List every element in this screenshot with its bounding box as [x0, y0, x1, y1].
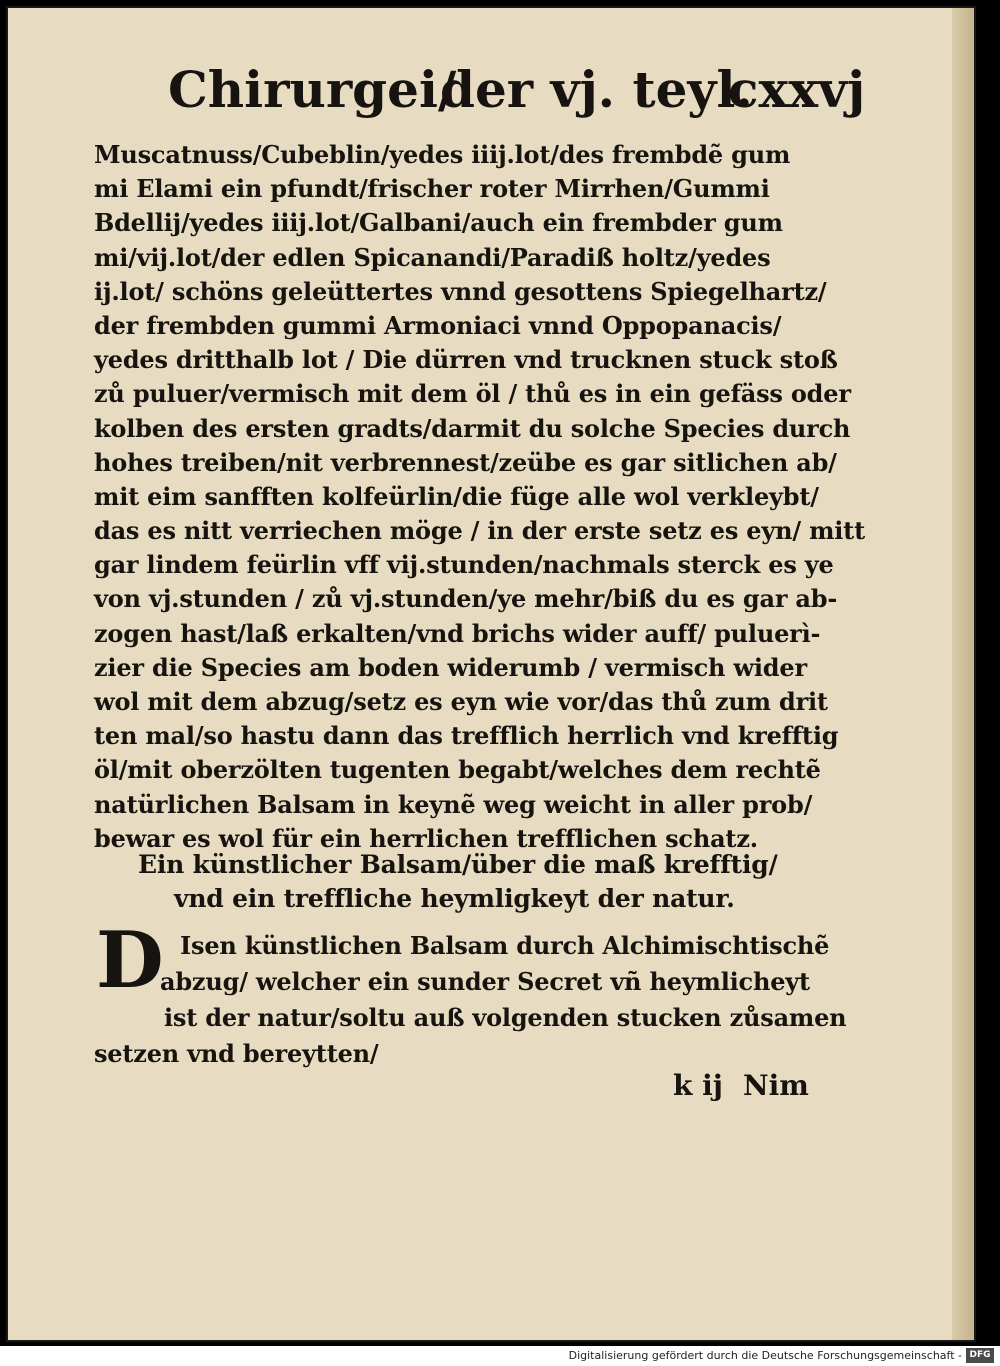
heading-line: vnd ein treffliche heymligkeyt der natur. [174, 884, 735, 913]
text-line: Muscatnuss/Cubeblin/yedes iiij.lot/des frembdẽ gum [94, 140, 791, 169]
footer-bar [0, 1346, 1000, 1366]
folio-number: cxxvj [728, 60, 866, 119]
text-line: von vj.stunden / zů vj.stunden/ye mehr/biß du es gar ab- [94, 584, 838, 614]
second-paragraph [94, 915, 847, 1072]
main-text-block [94, 138, 865, 856]
text-line: der frembden gummi Armoniaci vnnd Oppopanacis/ [94, 310, 782, 340]
text-line: Isen künstlichen Balsam durch Alchimischtischẽ [180, 931, 830, 960]
dfg-logo-icon: DFG [966, 1348, 994, 1363]
text-line: das es nitt verriechen möge / in der erste setz es eyn/ mitt [94, 516, 865, 546]
signature-mark: k ij [673, 1069, 723, 1102]
text-line: natürlichen Balsam in keynẽ weg weicht in aller prob/ [94, 789, 813, 819]
text-line: mit eim sanfften kolfeürlin/die füge alle wol verkleybt/ [94, 481, 819, 511]
text-line: zogen hast/laß erkalten/vnd brichs wider auff/ puluerì- [94, 618, 821, 648]
text-line: zů puluer/vermisch mit dem öl / thů es in ein gefäss oder [94, 379, 851, 409]
section-heading [138, 848, 818, 916]
text-line: wol mit dem abzug/setz es eyn wie vor/das thů zum drit [94, 687, 828, 716]
text-line: ij.lot/ schöns geleüttertes vnnd gesottens Spiegelhartz/ [94, 276, 827, 306]
text-line: ist der natur/soltu auß volgenden stucken zůsamen [164, 1003, 847, 1032]
text-line: kolben des ersten gradts/darmit du solche Species durch [94, 413, 851, 443]
text-line: yedes dritthalb lot / Die dürren vnd trucknen stuck stoß [94, 345, 838, 375]
text-line: mi/vij.lot/der edlen Spicanandi/Paradiß holtz/yedes [94, 242, 771, 272]
running-header [168, 60, 866, 140]
header-part: der vj. teyl. [440, 60, 753, 119]
text-line: setzen vnd bereytten/ [94, 1039, 379, 1068]
text-line: ten mal/so hastu dann das trefflich herrlich vnd krefftig [94, 721, 839, 751]
text-line: hohes treiben/nit verbrennest/zeübe es gar sitlichen ab/ [94, 447, 837, 477]
text-line: gar lindem feürlin vff vij.stunden/nachmals sterck es ye [94, 550, 834, 580]
text-line: Bdellij/yedes iiij.lot/Galbani/auch ein frembder gum [94, 208, 783, 238]
text-line: zier die Species am boden widerumb / vermisch wider [94, 652, 807, 682]
page-foot [673, 1066, 833, 1106]
book-page [6, 6, 976, 1342]
text-line: bewar es wol für ein herrlichen trefflichen schatz. [94, 823, 758, 853]
text-line: öl/mit oberzölten tugenten begabt/welches dem rechtẽ [94, 755, 821, 785]
funding-credit: Digitalisierung gefördert durch die Deutsche Forschungsgemeinschaft - [568, 1349, 962, 1362]
initial-capital: D [96, 915, 164, 1006]
header-title: Chirurgei/ [168, 60, 457, 119]
heading-line: Ein künstlicher Balsam/über die maß krefftig/ [138, 850, 778, 879]
text-line: mi Elami ein pfundt/frischer roter Mirrhen/Gummi [94, 174, 770, 204]
page-edge [952, 8, 974, 1340]
catchword: Nim [743, 1069, 809, 1102]
text-line: abzug/ welcher ein sunder Secret vñ heymlicheyt [160, 967, 810, 996]
